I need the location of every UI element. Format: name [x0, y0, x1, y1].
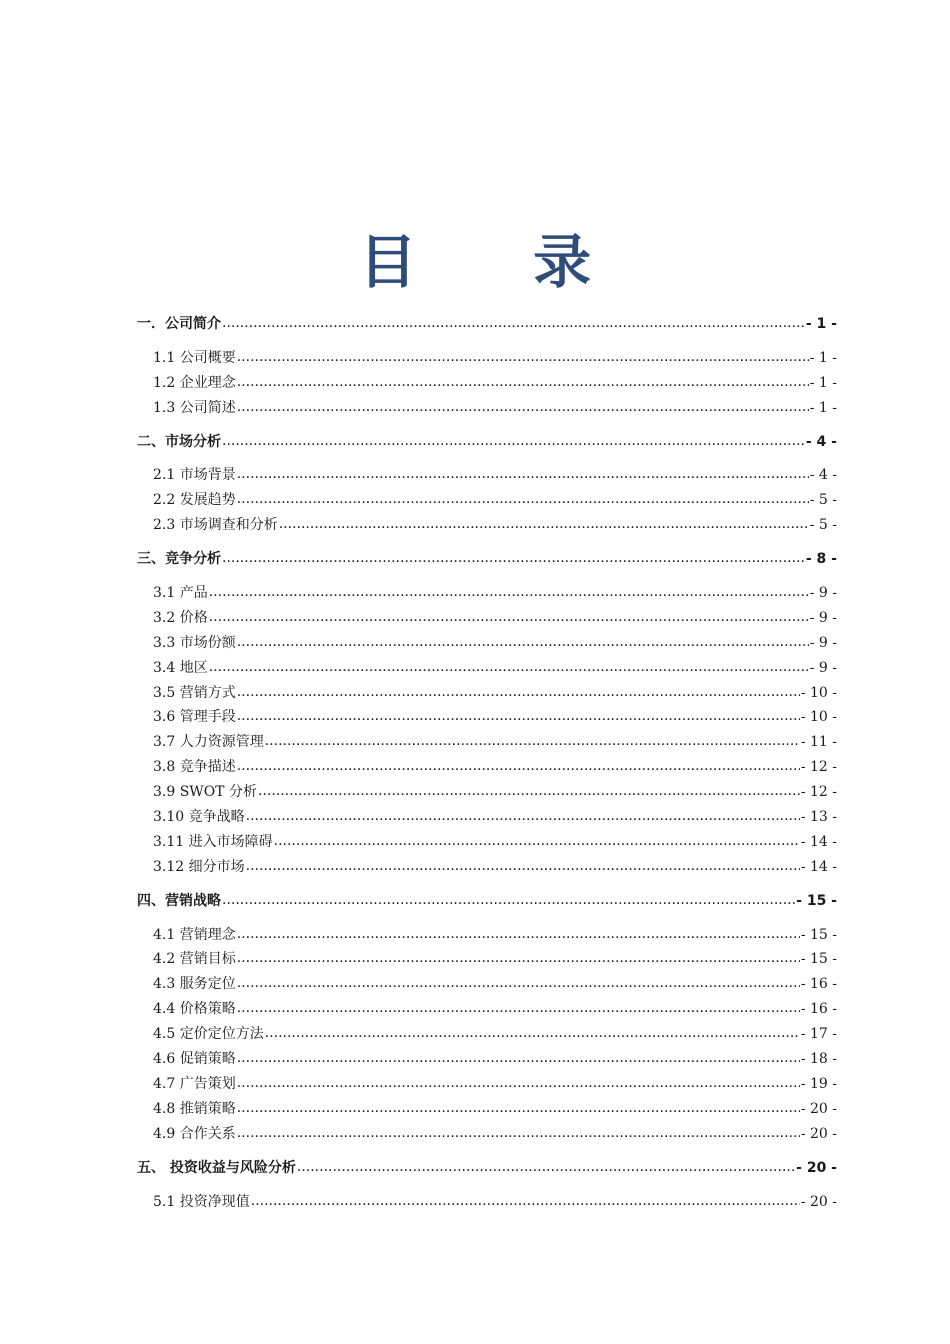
toc-entry-title: 3.7 人力资源管理	[153, 734, 264, 751]
toc-section-entry[interactable]	[137, 464, 837, 489]
toc-section-entry[interactable]	[137, 924, 837, 949]
toc-dot-leader	[258, 782, 800, 796]
toc-page-number: - 13 -	[800, 809, 837, 826]
toc-entry-title: 3.9 SWOT 分析	[153, 784, 257, 801]
toc-dot-leader	[246, 807, 800, 821]
toc-page-number: - 5 -	[809, 492, 837, 509]
toc-dot-leader	[237, 465, 809, 479]
toc-dot-leader	[222, 891, 795, 905]
toc-page-number: - 8 -	[805, 551, 837, 568]
toc-entry-title: 3.1 产品	[153, 585, 208, 602]
toc-dot-leader	[237, 348, 809, 362]
toc-entry-title: 4.5 定价定位方法	[153, 1026, 264, 1043]
toc-section-entry[interactable]	[137, 1073, 837, 1098]
toc-page-number: - 20 -	[796, 1159, 837, 1176]
toc-page-number: - 1 -	[809, 349, 837, 366]
toc-section-entry[interactable]	[137, 998, 837, 1023]
toc-entry-title: 2.1 市场背景	[153, 467, 236, 484]
toc-entry-title: 4.9 合作关系	[153, 1125, 236, 1142]
toc-dot-leader	[297, 1158, 795, 1172]
toc-page-number: - 20 -	[800, 1125, 837, 1142]
toc-page-number: - 9 -	[809, 609, 837, 626]
toc-dot-leader	[237, 490, 809, 504]
toc-page-number: - 4 -	[809, 467, 837, 484]
toc-page-number: - 14 -	[800, 858, 837, 875]
toc-entry-title: 4.1 营销理念	[153, 926, 236, 943]
toc-entry-title: 三、竞争分析	[137, 551, 221, 568]
toc-dot-leader	[222, 432, 805, 446]
toc-page-number: - 10 -	[800, 684, 837, 701]
toc-entry-title: 3.6 管理手段	[153, 709, 236, 726]
toc-entry-title: 五、 投资收益与风险分析	[137, 1159, 296, 1176]
toc-entry-title: 4.6 促销策略	[153, 1051, 236, 1068]
toc-dot-leader	[274, 832, 800, 846]
toc-section-entry[interactable]	[137, 731, 837, 756]
toc-section-entry[interactable]	[137, 856, 837, 881]
toc-entry-title: 4.2 营销目标	[153, 951, 236, 968]
toc-dot-leader	[237, 373, 809, 387]
toc-dot-leader	[209, 658, 809, 672]
toc-page-number: - 1 -	[805, 316, 837, 332]
toc-entry-title: 3.2 价格	[153, 609, 208, 626]
toc-page-number: - 20 -	[800, 1193, 837, 1210]
toc-section-entry[interactable]	[137, 1098, 837, 1123]
toc-dot-leader	[237, 683, 800, 697]
toc-section-entry[interactable]	[137, 1191, 837, 1216]
toc-dot-leader	[237, 949, 800, 963]
toc-entry-title: 四、营销战略	[137, 892, 221, 909]
toc-section-entry[interactable]	[137, 973, 837, 998]
toc-dot-leader	[209, 583, 809, 597]
toc-section-entry[interactable]	[137, 806, 837, 831]
toc-section-entry[interactable]	[137, 1123, 837, 1148]
toc-entry-title: 2.3 市场调查和分析	[153, 517, 278, 534]
toc-section-entry[interactable]	[137, 632, 837, 657]
toc-entry-title: 3.11 进入市场障碍	[153, 833, 273, 850]
toc-page-number: - 15 -	[796, 892, 837, 909]
toc-entry-title: 2.2 发展趋势	[153, 492, 236, 509]
toc-page-number: - 1 -	[809, 399, 837, 416]
toc-entry-title: 5.1 投资净现值	[153, 1193, 250, 1210]
toc-entry-title: 3.8 竞争描述	[153, 759, 236, 776]
toc-chapter-entry[interactable]	[137, 1157, 837, 1182]
toc-dot-leader	[237, 999, 800, 1013]
toc-section-entry[interactable]	[137, 682, 837, 707]
toc-section-entry[interactable]	[137, 514, 837, 539]
toc-page-number: - 9 -	[809, 634, 837, 651]
toc-page-number: - 15 -	[800, 926, 837, 943]
toc-dot-leader	[237, 633, 809, 647]
toc-entry-title: 3.4 地区	[153, 659, 208, 676]
toc-page-number: - 18 -	[800, 1051, 837, 1068]
toc-page-number: - 9 -	[809, 585, 837, 602]
toc-chapter-entry[interactable]	[137, 890, 837, 915]
toc-chapter-entry[interactable]	[137, 313, 837, 338]
toc-entry-title: 3.3 市场份额	[153, 634, 236, 651]
toc-entry-title: 3.12 细分市场	[153, 858, 245, 875]
toc-section-entry[interactable]	[137, 1023, 837, 1048]
toc-dot-leader	[237, 1074, 800, 1088]
toc-section-entry[interactable]	[137, 657, 837, 682]
toc-page-number: - 12 -	[800, 784, 837, 801]
toc-section-entry[interactable]	[137, 372, 837, 397]
toc-dot-leader	[251, 1192, 800, 1206]
toc-dot-leader	[222, 314, 805, 328]
toc-page-number: - 16 -	[800, 1001, 837, 1018]
toc-page-number: - 20 -	[800, 1100, 837, 1117]
toc-entry-title: 1.3 公司简述	[153, 399, 236, 416]
toc-page-number: - 14 -	[800, 833, 837, 850]
toc-entry-title: 1.2 企业理念	[153, 374, 236, 391]
toc-section-entry[interactable]	[137, 397, 837, 422]
toc-page-number: - 19 -	[800, 1075, 837, 1092]
toc-dot-leader	[246, 857, 800, 871]
toc-section-entry[interactable]	[137, 489, 837, 514]
toc-section-entry[interactable]	[137, 781, 837, 806]
toc-chapter-entry[interactable]	[137, 548, 837, 573]
toc-dot-leader	[237, 757, 800, 771]
toc-dot-leader	[237, 1124, 800, 1138]
toc-dot-leader	[279, 515, 809, 529]
toc-dot-leader	[209, 608, 809, 622]
toc-chapter-entry[interactable]	[137, 431, 837, 456]
toc-page-number: - 16 -	[800, 976, 837, 993]
toc-entry-title: 4.7 广告策划	[153, 1075, 236, 1092]
toc-dot-leader	[237, 1099, 800, 1113]
toc-entry-title: 3.10 竞争战略	[153, 809, 245, 826]
toc-page-number: - 5 -	[809, 517, 837, 534]
toc-entry-title: 4.3 服务定位	[153, 976, 236, 993]
toc-section-entry[interactable]	[137, 756, 837, 781]
toc-dot-leader	[237, 398, 809, 412]
toc-page-number: - 4 -	[805, 433, 837, 450]
toc-page-number: - 1 -	[809, 374, 837, 391]
toc-dot-leader	[237, 707, 800, 721]
toc-dot-leader	[237, 1049, 800, 1063]
toc-page-number: - 11 -	[800, 734, 837, 751]
toc-page-number: - 9 -	[809, 659, 837, 676]
toc-dot-leader	[222, 549, 805, 563]
toc-entry-title: 4.8 推销策略	[153, 1100, 236, 1117]
toc-dot-leader	[265, 1024, 800, 1038]
toc-entry-title: 4.4 价格策略	[153, 1001, 236, 1018]
toc-page-number: - 15 -	[800, 951, 837, 968]
toc-section-entry[interactable]	[137, 347, 837, 372]
toc-section-entry[interactable]	[137, 1048, 837, 1073]
toc-entry-title: 1.1 公司概要	[153, 349, 236, 366]
toc-entry-title: 一．公司简介	[137, 316, 221, 332]
toc-dot-leader	[237, 925, 800, 939]
toc-dot-leader	[237, 974, 800, 988]
toc-entry-title: 3.5 营销方式	[153, 684, 236, 701]
toc-section-entry[interactable]	[137, 831, 837, 856]
toc-title: 目 录	[358, 228, 640, 296]
toc-entry-title: 二、市场分析	[137, 433, 221, 450]
toc-section-entry[interactable]	[137, 607, 837, 632]
toc-section-entry[interactable]	[137, 582, 837, 607]
toc-section-entry[interactable]	[137, 706, 837, 731]
toc-dot-leader	[265, 732, 800, 746]
toc-page-number: - 12 -	[800, 759, 837, 776]
toc-page-number: - 10 -	[800, 709, 837, 726]
toc-section-entry[interactable]	[137, 948, 837, 973]
toc-list	[137, 313, 837, 1215]
toc-page-number: - 17 -	[800, 1026, 837, 1043]
